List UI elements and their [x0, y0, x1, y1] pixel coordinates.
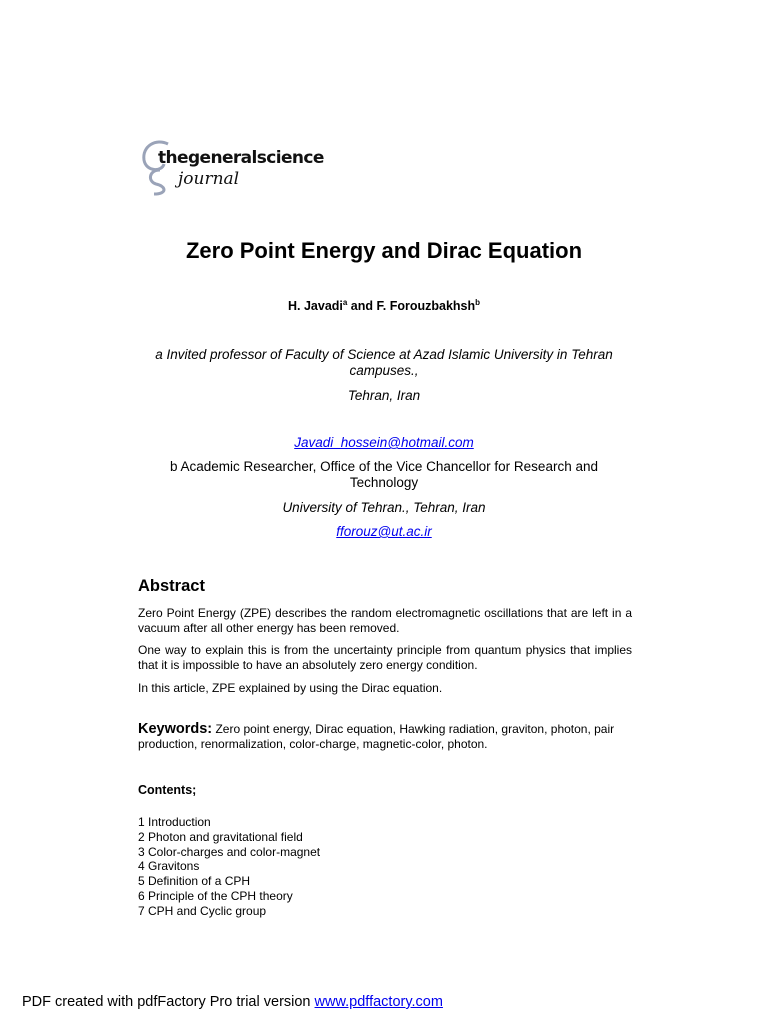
keywords-label: Keywords: — [138, 721, 213, 737]
contents-item: 1 Introduction — [138, 815, 211, 829]
contents-item: 4 Gravitons — [138, 859, 200, 874]
journal-logo — [138, 136, 330, 196]
contents-item: 2 Photon and gravitational field — [138, 829, 303, 844]
abstract-paragraph-3: In this article, ZPE explained by using the Dirac equation. — [138, 681, 443, 695]
author-2-affil-mark: b — [475, 298, 481, 307]
contents-item: 7 CPH and Cyclic group — [138, 903, 267, 918]
author-conjunction: and — [347, 299, 377, 314]
paper-title: Zero Point Energy and Dirac Equation — [185, 238, 583, 263]
abstract-paragraph-1: Zero Point Energy (ZPE) describes the random electromagnetic oscillations that are left in a vacuum after all other energy has been removed. — [138, 606, 632, 635]
email-link-b[interactable]: fforouz@ut.ac.ir — [336, 524, 432, 539]
affiliation-b-university: University of Tehran., Tehran, Iran — [282, 500, 486, 515]
abstract-paragraph-2: One way to explain this is from the uncertainty principle from quantum physics that implies that it is impossible to have an absolutely zero energy condition. — [138, 643, 632, 672]
email-b-container — [140, 524, 628, 539]
email-link-a[interactable]: Javadi_hossein@hotmail.com — [294, 435, 474, 450]
contents-heading: Contents; — [138, 783, 197, 797]
keywords-block — [138, 722, 632, 751]
author-2: F. Forouzbakhsh — [376, 299, 476, 314]
footer-text: PDF created with pdfFactory Pro trial version — [22, 994, 315, 1010]
keywords-text: Zero point energy, Dirac equation, Hawking radiation, graviton, photon, pair production, renormalization, color-charge, magnetic-color, photon. — [138, 722, 615, 751]
affiliation-a: a Invited professor of Faculty of Science at Azad Islamic University in Tehran campuses., — [155, 347, 613, 378]
email-a-container — [140, 435, 628, 450]
abstract-heading: Abstract — [138, 577, 205, 595]
pdffactory-link[interactable]: www.pdffactory.com — [314, 994, 443, 1010]
affiliation-b: b Academic Researcher, Office of the Vice Chancellor for Research and Technology — [170, 459, 598, 490]
logo-text-line2: journal — [178, 169, 240, 189]
contents-item: 3 Color-charges and color-magnet — [138, 844, 321, 859]
contents-item: 6 Principle of the CPH theory — [138, 888, 293, 903]
author-1-affil-mark: a — [342, 298, 348, 307]
affiliation-a-city: Tehran, Iran — [347, 388, 421, 403]
logo-text-line1: thegeneralscience — [158, 148, 324, 168]
contents-item: 5 Definition of a CPH — [138, 874, 251, 889]
author-line — [0, 298, 768, 313]
contents-list — [138, 815, 320, 919]
pdf-footer — [22, 994, 443, 1010]
author-1: H. Javadi — [287, 299, 343, 314]
